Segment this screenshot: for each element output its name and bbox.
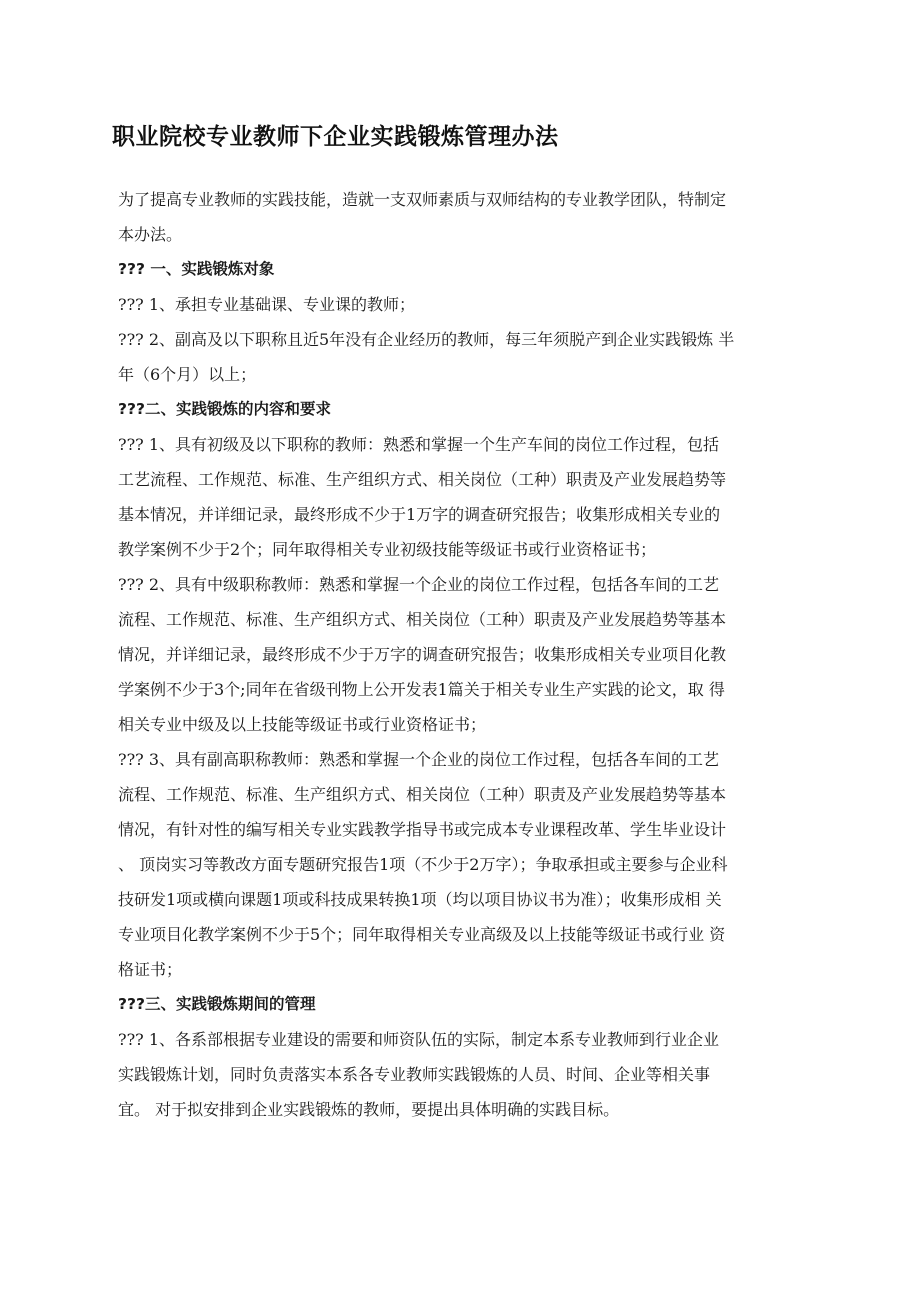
section-heading: ??? 一、实践锻炼对象 (118, 260, 275, 278)
paragraph-line: 实践锻炼计划，同时负责落实本系各专业教师实践锻炼的人员、时间、企业等相关事 (118, 1065, 711, 1084)
paragraph-line: 格证书； (118, 960, 183, 979)
section-heading: ???三、实践锻炼期间的管理 (118, 995, 316, 1013)
paragraph-line: ??? 3、具有副高职称教师：熟悉和掌握一个企业的岗位工作过程，包括各车间的工艺 (118, 750, 720, 769)
paragraph-line: 情况，有针对性的编写相关专业实践教学指导书或完成本专业课程改革、学生毕业设计 (118, 820, 727, 839)
paragraph-line: 学案例不少于3个;同年在省级刊物上公开发表1篇关于相关专业生产实践的论文，取 得 (118, 680, 725, 699)
paragraph-line: 工艺流程、工作规范、标准、生产组织方式、相关岗位（工种）职责及产业发展趋势等 (118, 470, 727, 489)
paragraph-line: 教学案例不少于2个；同年取得相关专业初级技能等级证书或行业资格证书； (118, 540, 657, 559)
paragraph-line: ??? 1、具有初级及以下职称的教师：熟悉和掌握一个生产车间的岗位工作过程，包括 (118, 435, 720, 454)
document-body (118, 182, 830, 1127)
paragraph-line: 、 顶岗实习等教改方面专题研究报告1项（不少于2万字）；争取承担或主要参与企业科 (118, 855, 728, 874)
paragraph-line: 基本情况，并详细记录，最终形成不少于1万字的调查研究报告；收集形成相关专业的 (118, 505, 721, 524)
paragraph-line: 流程、工作规范、标准、生产组织方式、相关岗位（工种）职责及产业发展趋势等基本 (118, 785, 727, 804)
paragraph-line: ??? 1、各系部根据专业建设的需要和师资队伍的实际，制定本系专业教师到行业企业 (118, 1030, 720, 1049)
paragraph-line: 为了提高专业教师的实践技能，造就一支双师素质与双师结构的专业教学团队，特制定 (118, 190, 727, 209)
paragraph-line: 年（6个月）以上； (118, 365, 257, 384)
paragraph-line: 专业项目化教学案例不少于5个；同年取得相关专业高级及以上技能等级证书或行业 资 (118, 925, 726, 944)
paragraph-line: 本办法。 (118, 225, 183, 244)
paragraph-line: ??? 2、副高及以下职称且近5年没有企业经历的教师，每三年须脱产到企业实践锻炼 半 (118, 330, 735, 349)
paragraph-line: 流程、工作规范、标准、生产组织方式、相关岗位（工种）职责及产业发展趋势等基本 (118, 610, 727, 629)
document-title: 职业院校专业教师下企业实践锻炼管理办法 (112, 124, 559, 150)
paragraph-line: ??? 1、承担专业基础课、专业课的教师； (118, 295, 416, 314)
section-heading: ???二、实践锻炼的内容和要求 (118, 400, 331, 418)
paragraph-line: 宜。 对于拟安排到企业实践锻炼的教师，要提出具体明确的实践目标。 (118, 1100, 620, 1119)
paragraph-line: 情况，并详细记录，最终形成不少于万字的调查研究报告；收集形成相关专业项目化教 (118, 645, 727, 664)
paragraph-line: 技研发1项或横向课题1项或科技成果转换1项（均以项目协议书为准）；收集形成相 关 (118, 890, 722, 909)
paragraph-line: ??? 2、具有中级职称教师：熟悉和掌握一个企业的岗位工作过程，包括各车间的工艺 (118, 575, 720, 594)
paragraph-line: 相关专业中级及以上技能等级证书或行业资格证书； (118, 715, 487, 734)
